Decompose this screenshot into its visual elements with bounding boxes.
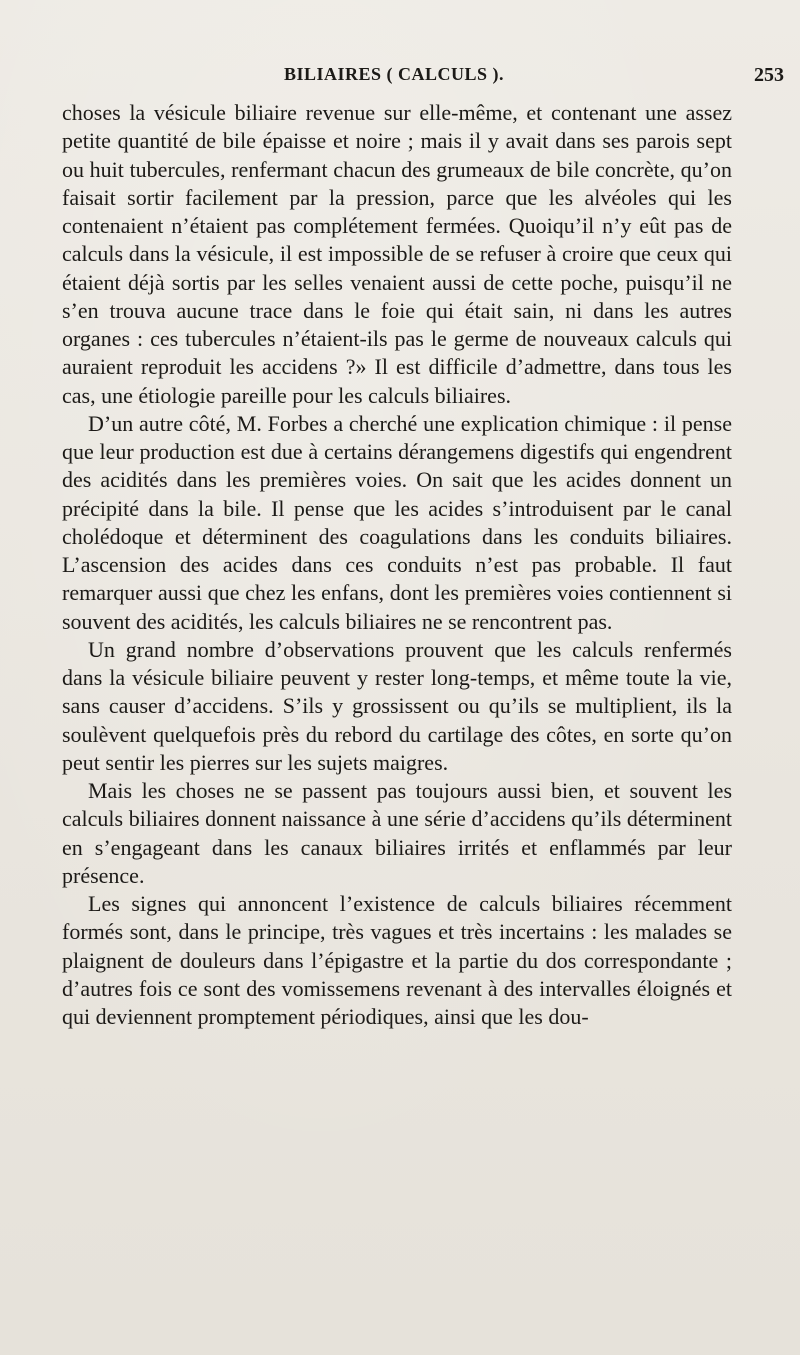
paragraph: Mais les choses ne se passent pas toujours aussi bien, et souvent les calculs biliaires donnent naissance à une série d’accidens qu’ils déterminent en s’engageant dans les canaux biliaires irrités et enflammés par leur présence. [62,778,732,888]
running-head [0,64,800,96]
paragraph: Un grand nombre d’observations prouvent que les calculs renfermés dans la vésicule biliaire peuvent y rester long-temps, et même toute la vie, sans causer d’accidens. S’ils y grossissent ou qu’ils se multiplient, ils la soulèvent quelquefois près du rebord du cartilage des côtes, en sorte qu’on peut sentir les pierres sur les sujets maigres. [62,636,732,775]
paragraph: Les signes qui annoncent l’existence de calculs biliaires récemment formés sont, dans le principe, très vagues et très incertains : les malades se plaignent de douleurs dans l’épigastre et la partie du dos correspondante ; d’autres fois ce sont des vomissemens revenant à des intervalles éloignés et qui deviennent promptement périodiques, ainsi que les dou- [62,891,732,1029]
page-number: 253 [754,64,784,86]
running-title: BILIAIRES ( CALCULS ). [284,64,505,84]
paragraph: D’un autre côté, M. Forbes a cherché une explication chimique : il pense que leur production est due à certains dérangemens digestifs qui engendrent des acidités dans les premières voies. On sait que les acides donnent un précipité dans la bile. Il pense que les acides s’introduisent par le canal cholédoque et déterminent des coagulations dans les conduits biliaires. L’ascension des acides dans ces conduits n’est pas probable. Il faut remarquer aussi que chez les enfans, dont les premières voies contiennent si souvent des acidités, les calculs biliaires ne se rencontrent pas. [62,410,732,634]
paragraph: choses la vésicule biliaire revenue sur elle-même, et contenant une assez petite quantité de bile épaisse et noire ; mais il y avait dans ses parois sept ou huit tubercules, renfermant chacun des grumeaux de bile concrète, qu’on faisait sortir facilement par la pression, parce que les alvéoles qui les contenaient n’étaient pas complétement fermées. Quoiqu’il n’y eût pas de calculs dans la vésicule, il est impossible de se refuser à croire que ceux qui étaient déjà sortis par les selles venaient aussi de cette poche, puisqu’il ne s’en trouva aucune trace dans le foie qui était sain, ni dans les autres organes : ces tubercules n’étaient-ils pas le germe de nouveaux calculs qui auraient reproduit les accidens ?» Il est difficile d’admettre, dans tous les cas, une étiologie pareille pour les calculs biliaires. [62,100,732,408]
body-text [62,99,732,1031]
